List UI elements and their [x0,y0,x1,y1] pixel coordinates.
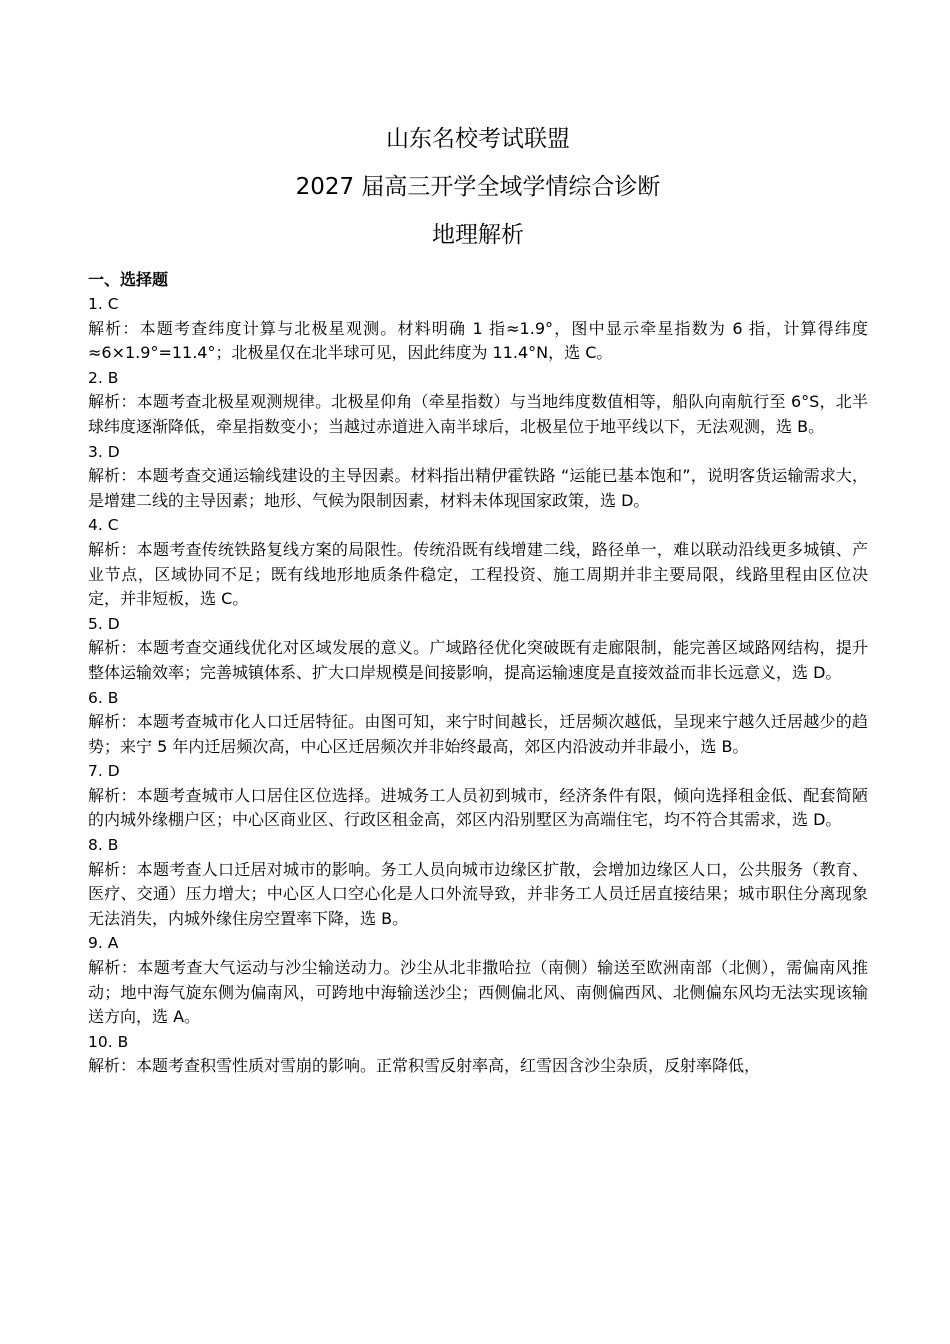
question-answer: 3. D [88,442,120,461]
question-answer: 10. B [88,1032,129,1051]
question-answer: 2. B [88,368,119,387]
page-title-subject: 地理解析 [432,222,524,248]
question-item [88,440,868,514]
question-item [88,1030,868,1079]
question-answer: 7. D [88,762,120,781]
question-answer: 1. C [88,295,119,313]
question-item [88,366,868,440]
question-answer: 9. A [88,934,119,953]
question-answer: 6. B [88,688,119,707]
question-item [88,513,868,611]
question-answer: 4. C [88,516,119,535]
question-item [88,612,868,686]
question-explanation: 解析：本题考查城市化人口迁居特征。由图可知，来宁时间越长，迁居频次越低，呈现来宁越久迁居越少的趋势；来宁 5 年内迁居频次高，中心区迁居频次并非始终最高，郊区内沿波动并非最小，选 B。 [88,712,868,756]
question-explanation: 解析：本题考查北极星观测规律。北极星仰角（牵星指数）与当地纬度数值相等，船队向南航行至 6°S，北半球纬度逐渐降低，牵星指数变小；当越过赤道进入南半球后，北极星位于地平线以下，无法观测，选 B。 [88,392,868,436]
document-page [88,118,868,1079]
question-item [88,931,868,1029]
question-item [88,686,868,760]
question-explanation: 解析：本题考查传统铁路复线方案的局限性。传统沿既有线增建二线，路径单一，难以联动沿线更多城镇、产业节点，区域协同不足；既有线地形地质条件稳定，工程投资、施工周期并非主要局限，线路里程由区位决定，并非短板，选 C。 [88,539,868,609]
question-answer: 8. B [88,836,119,855]
section-heading: 一、选择题 [88,270,169,289]
question-item [88,759,868,833]
question-explanation: 解析：本题考查积雪性质对雪崩的影响。正常积雪反射率高，红雪因含沙尘杂质，反射率降低， [88,1056,761,1076]
question-item [88,292,868,366]
page-title-league: 山东名校考试联盟 [386,126,570,152]
question-answer: 5. D [88,614,120,633]
question-explanation: 解析：本题考查交通线优化对区域发展的意义。广域路径优化突破既有走廊限制，能完善区域路网结构，提升整体运输效率；完善城镇体系、扩大口岸规模是间接影响，提高运输速度是直接效益而非长远意义，选 D。 [88,638,868,682]
page-title-exam: 2027 届高三开学全域学情综合诊断 [295,174,661,200]
question-item [88,833,868,931]
question-explanation: 解析：本题考查城市人口居住区位选择。进城务工人员初到城市，经济条件有限，倾向选择租金低、配套简陋的内城外缘棚户区；中心区商业区、行政区租金高，郊区内沿别墅区为高端住宅，均不符合其需求，选 D。 [88,785,868,830]
question-explanation: 解析：本题考查大气运动与沙尘输送动力。沙尘从北非撒哈拉（南侧）输送至欧洲南部（北侧），需偏南风推动；地中海气旋东侧为偏南风，可跨地中海输送沙尘；西侧偏北风、南侧偏西风、北侧偏东风均无法实现该输送方向，选 A。 [88,958,868,1027]
question-explanation: 解析：本题考查人口迁居对城市的影响。务工人员向城市边缘区扩散，会增加边缘区人口，公共服务（教育、医疗、交通）压力增大；中心区人口空心化是人口外流导致，并非务工人员迁居直接结果；城市职住分离现象无法消失，内城外缘住房空置率下降，选 B。 [88,859,868,928]
question-explanation: 解析：本题考查交通运输线建设的主导因素。材料指出精伊霍铁路 “运能已基本饱和”，说明客货运输需求大，是增建二线的主导因素；地形、气候为限制因素，材料未体现国家政策，选 D。 [88,466,868,510]
question-explanation: 解析：本题考查纬度计算与北极星观测。材料明确 1 指≈1.9°，图中显示牵星指数为 6 指，计算得纬度≈6×1.9°=11.4°；北极星仅在北半球可见，因此纬度为 11.4°N，选 C。 [88,318,868,363]
